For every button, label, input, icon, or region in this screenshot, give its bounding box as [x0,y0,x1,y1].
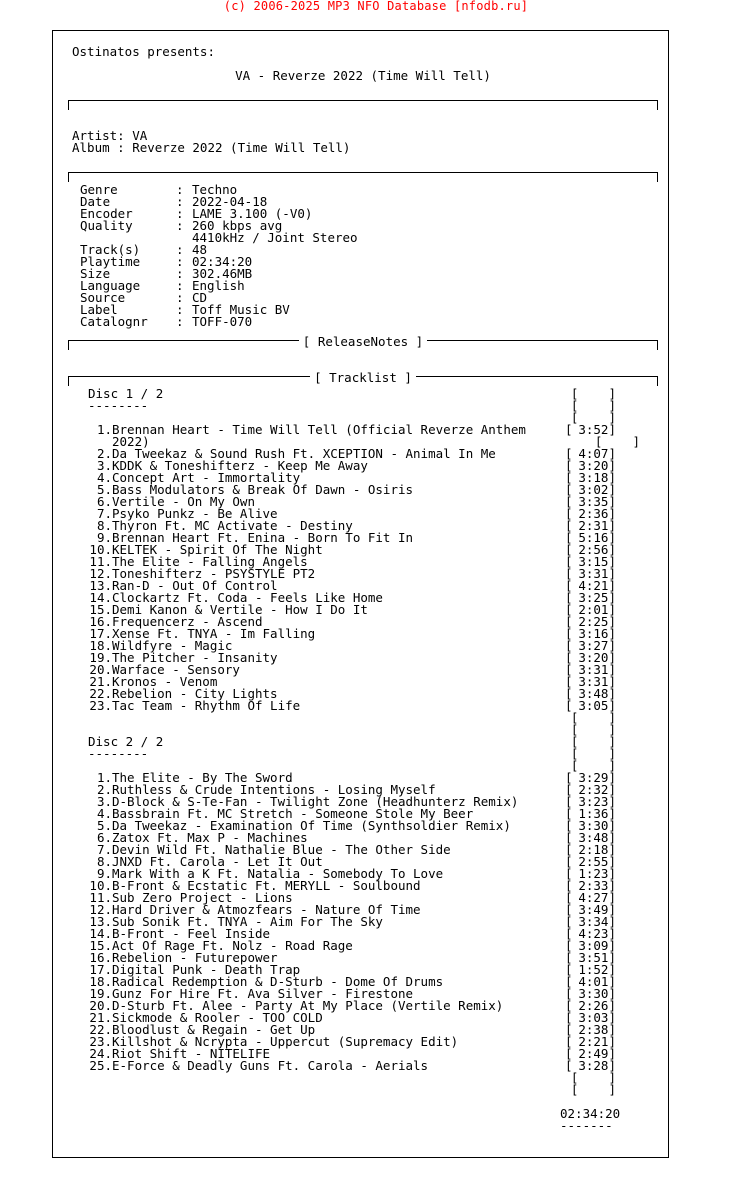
duration-value: 3:30 [578,818,609,833]
info-value: 4410kHz / Joint Stereo [192,230,358,245]
track-number: 1. [96,422,112,437]
track-name: Zatox Ft. Max P - Machines [112,830,308,845]
track-title [88,700,560,712]
release-notes-divider [72,334,654,349]
info-key: Playtime [80,254,141,269]
track-number: 1. [96,770,112,785]
duration-value: 3:34 [578,914,609,929]
duration-value: 3:25 [578,590,609,605]
track-number: 18. [89,638,112,653]
info-key: Label [80,302,118,317]
track-name: Toneshifterz - PSYSTYLE PT2 [112,566,316,581]
track-name: Devin Wild Ft. Nathalie Blue - The Other Side [112,842,451,857]
release-notes-heading: [ ReleaseNotes ] [299,334,427,349]
info-row [72,244,654,256]
track-duration: [ 4:27] [564,890,616,905]
disc-underline-row [72,400,654,412]
duration-value: 3:20 [578,650,609,665]
track-duration: [ 3:30] [564,818,616,833]
track-name: JNXD Ft. Carola - Let It Out [112,854,323,869]
track-duration: [ 2:18] [564,842,616,857]
track-name: E-Force & Deadly Guns Ft. Carola - Aerials [112,1058,429,1073]
track-duration: [ 3:31] [564,662,616,677]
track-name: Bloodlust & Regain - Get Up [112,1022,316,1037]
track-duration: [ 2:49] [564,1046,616,1061]
track-number: 19. [89,986,112,1001]
track-name: Concept Art - Immortality [112,470,301,485]
info-block [72,184,654,328]
duration-value: 2:49 [578,1046,609,1061]
track-row [72,1060,654,1072]
track-duration: [ 3:25] [564,590,616,605]
track-duration: [ 3:05] [564,698,616,713]
info-row [72,268,654,280]
track-name: Brennan Heart Ft. Enina - Born To Fit In [112,530,414,545]
track-duration: [ 5:16] [564,530,616,545]
duration-bracket: [ ] [570,386,616,401]
album-line: Album : Reverze 2022 (Time Will Tell) [72,140,351,155]
track-title [88,424,560,436]
track-number: 25. [89,1058,112,1073]
track-duration: [ 3:31] [564,674,616,689]
track-number: 17. [89,962,112,977]
track-duration: [ 1:23] [564,866,616,881]
track-number: 2. [96,782,112,797]
release-title: VA - Reverze 2022 (Time Will Tell) [235,68,491,83]
track-name: Killshot & Ncrypta - Uppercut (Supremacy Edit) [112,1034,459,1049]
track-number: 22. [89,1022,112,1037]
track-name: Xense Ft. TNYA - Im Falling [112,626,316,641]
info-value: 302.46MB [192,266,253,281]
track-duration: [ 1:52] [564,962,616,977]
info-row [72,280,654,292]
track-duration: [ 3:03] [564,1010,616,1025]
duration-value: 3:27 [578,638,609,653]
disc-heading-row [72,736,654,748]
track-name: Da Tweekaz - Examination Of Time (Synthsoldier Remix) [112,818,511,833]
track-duration: [ 3:29] [564,770,616,785]
track-duration: [ 3:18] [564,470,616,485]
track-name: Act Of Rage Ft. Nolz - Road Rage [112,938,353,953]
track-name: D-Sturb Ft. Alee - Party At My Place (Vertile Remix) [112,998,504,1013]
track-duration: [ 3:09] [564,938,616,953]
track-duration: [ 3:48] [564,686,616,701]
track-number: 2. [96,446,112,461]
duration-value: 2:33 [578,878,609,893]
track-duration: [ 3:35] [564,494,616,509]
track-duration: [ 2:21] [564,1034,616,1049]
duration-value: 3:20 [578,458,609,473]
track-duration: [ 2:26] [564,998,616,1013]
info-key: Track(s) [80,242,141,257]
track-name: Ruthless & Crude Intentions - Losing Myself [112,782,436,797]
duration-value: 3:15 [578,554,609,569]
track-duration: [ 2:55] [564,854,616,869]
total-playtime: 02:34:20 [560,1106,621,1121]
info-separator: : [176,290,184,305]
info-key: Genre [80,182,118,197]
track-name: Radical Redemption & D-Sturb - Dome Of Drums [112,974,444,989]
duration-bracket: [ ] [570,1070,616,1085]
track-duration: [ 2:38] [564,1022,616,1037]
info-value: 48 [192,242,208,257]
duration-bracket: [ ] [570,710,616,725]
track-name: Riot Shift - NITELIFE [112,1046,271,1061]
info-separator: : [176,278,184,293]
info-separator: : [176,242,184,257]
track-number: 13. [89,914,112,929]
track-duration: [ 3:48] [564,830,616,845]
info-row [72,196,654,208]
track-duration: [ 2:31] [564,518,616,533]
section-divider [72,94,654,106]
track-name: Sub Sonik Ft. TNYA - Aim For The Sky [112,914,383,929]
track-name: The Elite - By The Sword [112,770,293,785]
duration-value: 2:38 [578,1022,609,1037]
info-separator: : [176,218,184,233]
info-key: Language [80,278,141,293]
track-name: Psyko Punkz - Be Alive [112,506,278,521]
track-title [88,1060,560,1072]
disc-title: Disc 1 / 2 [88,386,164,401]
track-number: 24. [89,1046,112,1061]
track-duration: [ 4:23] [564,926,616,941]
info-value: 02:34:20 [192,254,253,269]
track-number: 20. [89,998,112,1013]
info-separator: : [176,266,184,281]
track-number: 12. [89,566,112,581]
duration-value: 2:56 [578,542,609,557]
track-duration: [ 3:23] [564,794,616,809]
track-number: 16. [89,950,112,965]
track-number: 17. [89,626,112,641]
duration-value: 3:49 [578,902,609,917]
duration-value: 2:36 [578,506,609,521]
duration-bracket: [ ] [570,758,616,773]
track-name: Sub Zero Project - Lions [112,890,293,905]
track-duration: [ 4:21] [564,578,616,593]
duration-value: 4:01 [578,974,609,989]
duration-value: 1:52 [578,962,609,977]
track-duration: [ 3:52] [564,422,616,437]
duration-value: 3:48 [578,686,609,701]
track-duration: [ 3:30] [564,986,616,1001]
disc-underline: -------- [88,398,149,413]
track-number: 9. [96,866,112,881]
track-duration: [ 3:02] [564,482,616,497]
info-row [72,184,654,196]
info-value: TOFF-070 [192,314,253,329]
track-name: The Pitcher - Insanity [112,650,278,665]
track-duration: [ 2:36] [564,506,616,521]
duration-value: 1:36 [578,806,609,821]
info-key: Catalognr [80,314,148,329]
empty-bracket-row [72,1084,654,1096]
track-number: 8. [96,518,112,533]
artist-line: Artist: VA [72,128,148,143]
track-duration: [ 3:16] [564,626,616,641]
presenter-line: Ostinatos presents: [72,44,215,59]
disc-title: Disc 2 / 2 [88,734,164,749]
duration-value: 3:28 [578,1058,609,1073]
info-separator: : [176,194,184,209]
empty-bracket-row [72,712,654,724]
track-name: Warface - Sensory [112,662,240,677]
nfo-document [72,46,654,1132]
info-key: Date [80,194,111,209]
duration-value: 3:18 [578,470,609,485]
info-value: LAME 3.100 (-V0) [192,206,313,221]
duration-value: 3:31 [578,674,609,689]
empty-bracket-row [72,1072,654,1084]
info-value: English [192,278,245,293]
track-name: Sickmode & Rooler - TOO COLD [112,1010,323,1025]
track-name: Rebelion - City Lights [112,686,278,701]
track-name: Vertile - On My Own [112,494,255,509]
track-name: Clockartz Ft. Coda - Feels Like Home [112,590,383,605]
track-number: 13. [89,578,112,593]
track-name: Kronos - Venom [112,674,218,689]
track-number: 7. [96,842,112,857]
track-number: 10. [89,542,112,557]
track-number: 15. [89,938,112,953]
duration-value: 2:21 [578,1034,609,1049]
duration-bracket: [ ] [594,434,640,449]
duration-value: 3:23 [578,794,609,809]
track-duration: [ 3:27] [564,638,616,653]
track-name: Gunz For Hire Ft. Ava Silver - Firestone [112,986,414,1001]
duration-bracket: [ ] [570,734,616,749]
duration-value: 3:05 [578,698,609,713]
track-number: 5. [96,818,112,833]
info-value: Techno [192,182,238,197]
track-number: 11. [89,554,112,569]
duration-bracket: [ ] [570,398,616,413]
track-name: Frequencerz - Ascend [112,614,263,629]
track-name: The Elite - Falling Angels [112,554,308,569]
track-number: 8. [96,854,112,869]
track-number: 12. [89,902,112,917]
track-duration: [ 2:25] [564,614,616,629]
track-name: Digital Punk - Death Trap [112,962,301,977]
track-number: 11. [89,890,112,905]
track-number: 10. [89,878,112,893]
track-name: Mark With a K Ft. Natalia - Somebody To Love [112,866,444,881]
track-number: 14. [89,590,112,605]
duration-value: 2:18 [578,842,609,857]
duration-value: 2:01 [578,602,609,617]
duration-value: 3:03 [578,1010,609,1025]
info-value: Toff Music BV [192,302,290,317]
track-name: Thyron Ft. MC Activate - Destiny [112,518,353,533]
duration-value: 3:48 [578,830,609,845]
info-key: Encoder [80,206,133,221]
info-row [72,256,654,268]
site-credit: (c) 2006-2025 MP3 NFO Database [nfodb.ru] [223,0,529,13]
duration-value: 3:16 [578,626,609,641]
track-duration: [ 4:01] [564,974,616,989]
duration-value: 4:27 [578,890,609,905]
track-duration: [ 3:20] [564,458,616,473]
duration-bracket: [ ] [570,746,616,761]
track-name: Rebelion - Futurepower [112,950,278,965]
info-row [72,316,654,328]
track-number: 6. [96,830,112,845]
track-name: Brennan Heart - Time Will Tell (Official Reverze Anthem [112,422,526,437]
total-underline: ------- [560,1118,613,1133]
track-duration: [ 2:56] [564,542,616,557]
track-name: Bass Modulators & Break Of Dawn - Osiris [112,482,414,497]
duration-value: 2:32 [578,782,609,797]
track-duration: [ 3:15] [564,554,616,569]
track-number: 15. [89,602,112,617]
duration-value: 2:31 [578,518,609,533]
track-name: Ran-D - Out Of Control [112,578,278,593]
duration-value: 3:35 [578,494,609,509]
duration-bracket: [ ] [570,722,616,737]
track-name: Da Tweekaz & Sound Rush Ft. XCEPTION - Animal In Me [112,446,496,461]
track-number: 23. [89,698,112,713]
duration-value: 3:02 [578,482,609,497]
info-row [72,304,654,316]
info-separator: : [176,254,184,269]
duration-value: 4:21 [578,578,609,593]
track-number: 3. [96,794,112,809]
info-row [72,208,654,220]
info-separator: : [176,182,184,197]
track-name: Wildfyre - Magic [112,638,233,653]
track-name: Tac Team - Rhythm Of Life [112,698,301,713]
track-number: 20. [89,662,112,677]
duration-bracket: [ ] [570,1082,616,1097]
duration-value: 3:51 [578,950,609,965]
track-name: B-Front - Feel Inside [112,926,271,941]
duration-value: 3:31 [578,566,609,581]
info-separator: : [176,302,184,317]
section-divider [72,166,654,178]
track-duration: [ 3:49] [564,902,616,917]
track-duration: [ 3:34] [564,914,616,929]
track-number: 21. [89,1010,112,1025]
info-row [72,292,654,304]
info-row [72,232,654,244]
info-value: 2022-04-18 [192,194,268,209]
track-name: Hard Driver & Atmozfears - Nature Of Time [112,902,421,917]
track-name: Bassbrain Ft. MC Stretch - Someone Stole My Beer [112,806,474,821]
track-duration: [ 2:01] [564,602,616,617]
info-value: 260 kbps avg [192,218,283,233]
track-number: 16. [89,614,112,629]
track-number: 18. [89,974,112,989]
tracklist [72,388,654,1096]
track-duration: [ 1:36] [564,806,616,821]
track-row [72,700,654,712]
track-name: Demi Kanon & Vertile - How I Do It [112,602,368,617]
track-name: KDDK & Toneshifterz - Keep Me Away [112,458,368,473]
track-duration: [ 2:33] [564,878,616,893]
track-duration: [ 3:31] [564,566,616,581]
duration-value: 2:25 [578,614,609,629]
tracklist-heading: [ Tracklist ] [310,370,416,385]
info-key: Quality [80,218,133,233]
track-number: 7. [96,506,112,521]
track-name: KELTEK - Spirit Of The Night [112,542,323,557]
duration-value: 3:29 [578,770,609,785]
info-key: Source [80,290,126,305]
disc-underline: -------- [88,746,149,761]
duration-value: 1:23 [578,866,609,881]
duration-value: 4:23 [578,926,609,941]
track-number: 23. [89,1034,112,1049]
info-value: CD [192,290,208,305]
track-duration: [ 3:51] [564,950,616,965]
track-number: 3. [96,458,112,473]
info-row [72,220,654,232]
track-duration: [ 3:28] [564,1058,616,1073]
tracklist-divider [72,370,654,385]
track-number: 4. [96,806,112,821]
disc-underline-row [72,748,654,760]
duration-bracket: [ ] [570,410,616,425]
track-row [72,424,654,436]
duration-value: 3:30 [578,986,609,1001]
track-duration: [ 3:20] [564,650,616,665]
track-number: 21. [89,674,112,689]
info-separator: : [176,314,184,329]
duration-value: 5:16 [578,530,609,545]
track-name: D-Block & S-Te-Fan - Twilight Zone (Headhunterz Remix) [112,794,519,809]
track-duration: [ 4:07] [564,446,616,461]
track-number: 6. [96,494,112,509]
duration-value: 2:26 [578,998,609,1013]
track-number: 22. [89,686,112,701]
track-number: 19. [89,650,112,665]
duration-value: 3:31 [578,662,609,677]
track-number: 14. [89,926,112,941]
duration-value: 3:52 [578,422,609,437]
track-number: 5. [96,482,112,497]
disc-heading-row [72,388,654,400]
track-number: 9. [96,530,112,545]
info-key: Size [80,266,111,281]
info-separator: : [176,206,184,221]
track-duration: [ 2:32] [564,782,616,797]
duration-value: 3:09 [578,938,609,953]
track-number: 4. [96,470,112,485]
duration-value: 2:55 [578,854,609,869]
duration-value: 4:07 [578,446,609,461]
track-title-continuation: 2022) [112,434,150,449]
track-name: B-Front & Ecstatic Ft. MERYLL - Soulbound [112,878,421,893]
